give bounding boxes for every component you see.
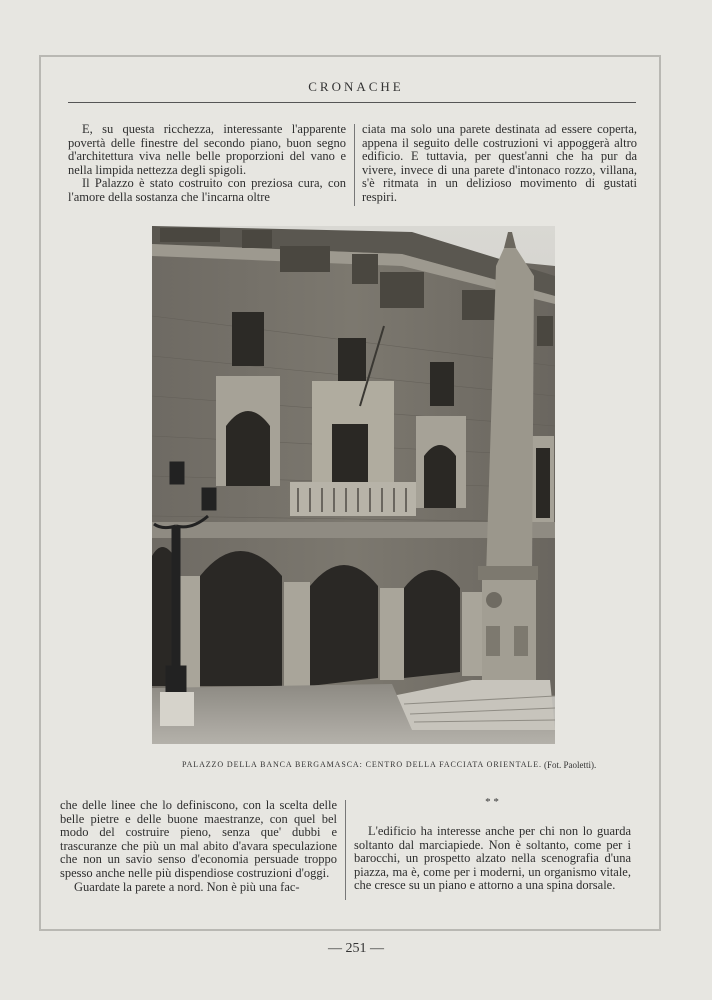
photo-credit: (Fot. Paoletti). <box>544 760 597 770</box>
paragraph: che delle linee che lo definiscono, con la scelta delle belle pietre e delle buone maestranze, con quel bel modo del costruire pieno, senza que' dubbi e trascuranze che più un mal abito d'avara speculazione che non un savio senso d'economia persuade troppo spesso anche nelle più dispendiose costruzioni d'oggi. <box>60 798 337 880</box>
paragraph: Guardate la parete a nord. Non è più una fac- <box>74 879 300 894</box>
header-rule <box>68 102 636 103</box>
asterism-ornament: * * <box>485 796 499 808</box>
bottom-right-column <box>354 825 631 893</box>
top-left-column <box>68 123 346 205</box>
paragraph: E, su questa ricchezza, interessante l'apparente povertà delle finestre del secondo piano, buon segno d'architettura viva nelle belle proporzioni del vano e nella limpida nettezza degli spigoli. <box>68 122 346 177</box>
paragraph: Il Palazzo è stato costruito con preziosa cura, con l'amore della sostanza che l'incarna oltre <box>68 176 346 204</box>
bottom-left-column <box>60 799 337 894</box>
photo-caption: PALAZZO DELLA BANCA BERGAMASCA: CENTRO DELLA FACCIATA ORIENTALE. <box>182 760 542 769</box>
palazzo-facade-image <box>152 226 555 744</box>
top-right-column <box>362 123 637 205</box>
column-divider <box>345 800 346 900</box>
page-number: — 251 — <box>328 941 384 956</box>
column-divider <box>354 124 355 206</box>
paragraph: ciata ma solo una parete destinata ad essere coperta, appena il seguito delle costruzioni vi appoggerà altro edificio. E tuttavia, per quest'anni che ha pur da vivere, invece di una parete d'intonaco rozzo, villana, s'è ritmata in un delizioso movimento di gustati respiri. <box>362 122 637 204</box>
building-photograph <box>152 226 555 744</box>
running-header: CRONACHE <box>308 79 404 94</box>
paragraph: L'edificio ha interesse anche per chi non lo guarda soltanto dal marciapiede. Non è soltanto, come per i barocchi, un prospetto alzato nella scenografia d'una piazza, ma è, come per i moderni, un organismo vitale, che cresce su un piano e attorno a una spina dorsale. <box>354 824 631 893</box>
